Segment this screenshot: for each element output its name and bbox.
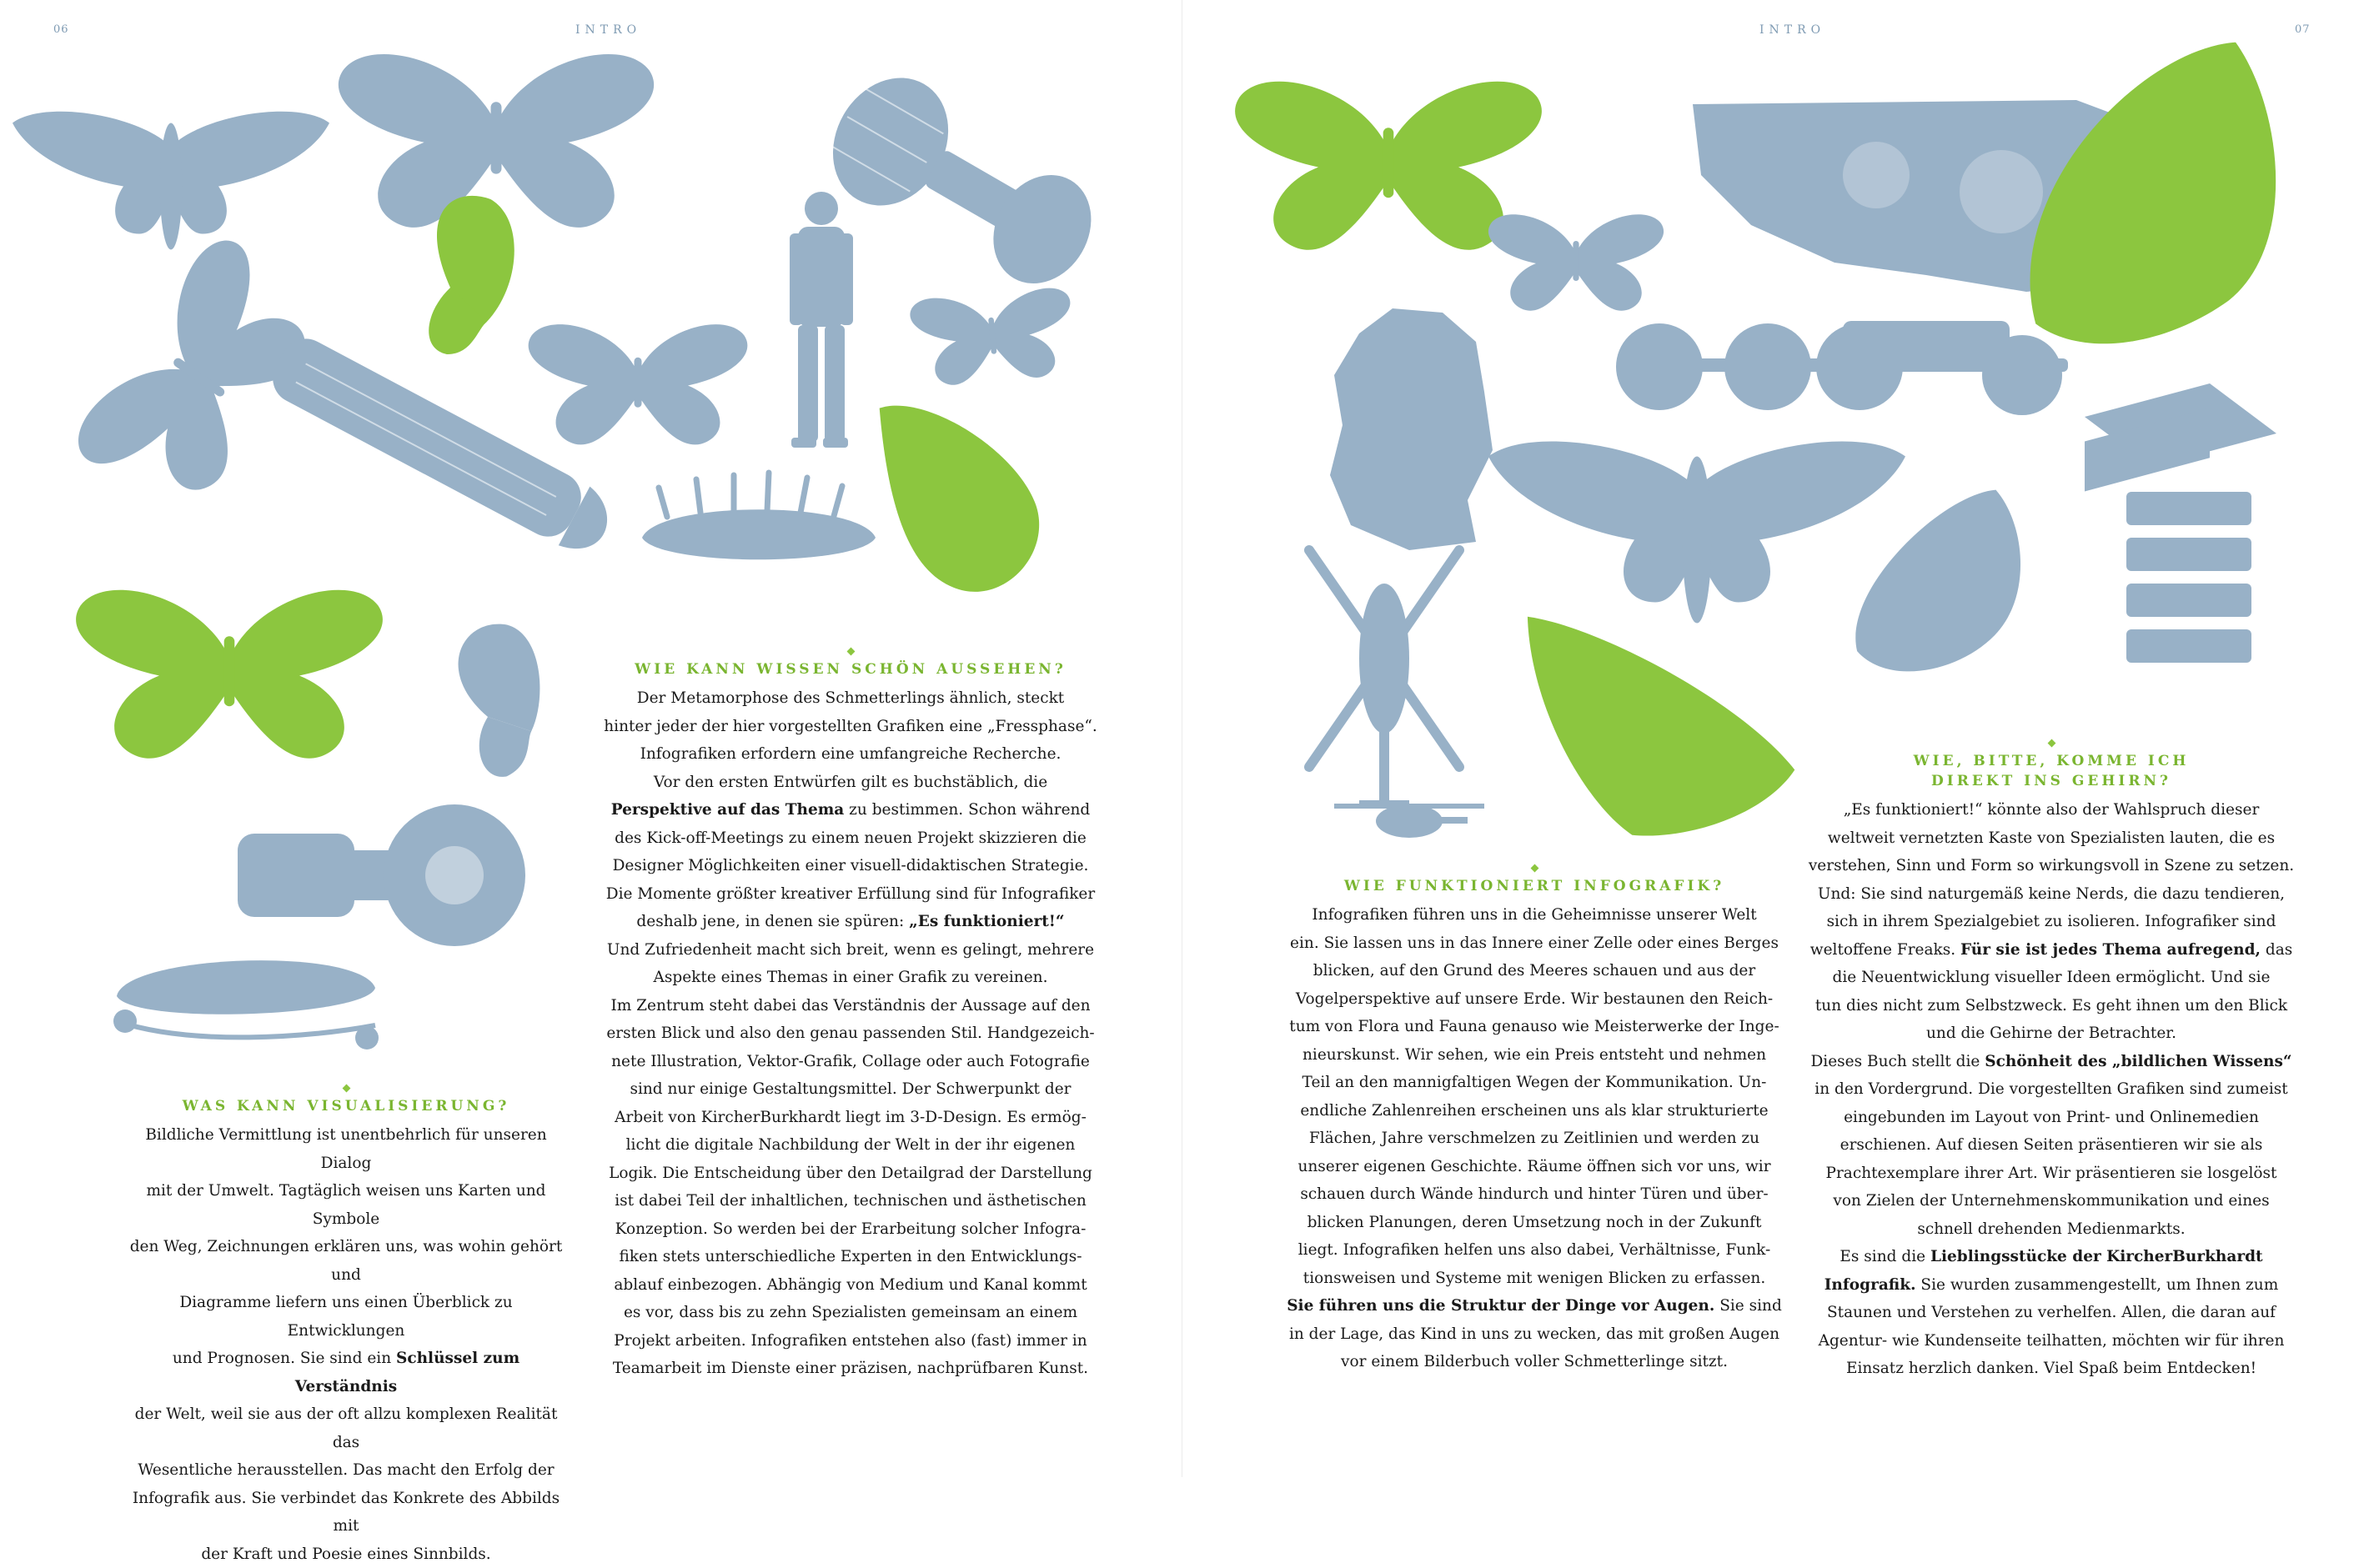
locomotive-wheels-icon bbox=[1616, 321, 2068, 415]
section-marker bbox=[846, 648, 855, 656]
body-line bbox=[1284, 901, 1784, 929]
body-line bbox=[1801, 1187, 2301, 1215]
body-text: schauen durch Wände hindurch und hinter Türen und über- bbox=[1300, 1185, 1768, 1203]
body-line bbox=[1801, 1215, 2301, 1244]
body-line bbox=[1284, 1041, 1784, 1070]
body-text: schnell drehenden Medienmarkts. bbox=[1917, 1220, 2185, 1238]
body-text: Arbeit von KircherBurkhardt liegt im 3-D-Design. Es ermög- bbox=[615, 1109, 1087, 1126]
body-text: Diagramme liefern uns einen Überblick zu Entwicklungen bbox=[179, 1294, 512, 1340]
body-text: tun dies nicht zum Selbstzweck. Es geht ihnen um den Blick bbox=[1815, 997, 2287, 1014]
body-line bbox=[1801, 964, 2301, 992]
section-heading: WIE FUNKTIONIERT INFOGRAFIK? bbox=[1284, 876, 1784, 896]
body-line bbox=[1284, 1125, 1784, 1153]
body-text: Infografiken erfordern eine umfangreiche Recherche. bbox=[640, 745, 1062, 763]
body-text: den Weg, Zeichnungen erklären uns, was wohin gehört und bbox=[130, 1238, 563, 1284]
brimstone-butterfly-icon bbox=[831, 395, 1067, 609]
section-marker bbox=[2047, 739, 2055, 748]
body-text: ablauf einbezogen. Abhängig von Medium und Kanal kommt bbox=[614, 1276, 1087, 1294]
body-line bbox=[1801, 824, 2301, 853]
running-head-right: INTRO bbox=[1759, 23, 1825, 37]
body-text: liegt. Infografiken helfen uns also dabei, Verhältnisse, Funk- bbox=[1298, 1241, 1771, 1259]
body-line bbox=[600, 908, 1101, 936]
body-line bbox=[600, 880, 1101, 909]
body-line bbox=[125, 1233, 567, 1289]
body-text: „Es funktioniert!“ könnte also der Wahlspruch dieser bbox=[1844, 801, 2260, 819]
running-head-left: INTRO bbox=[575, 23, 641, 37]
emphasis-text: Schönheit des „bildlichen Wissens“ bbox=[1985, 1053, 2291, 1070]
section-body bbox=[600, 684, 1101, 1383]
body-line bbox=[1284, 1013, 1784, 1041]
emphasis-text: Schlüssel zum Verständnis bbox=[295, 1350, 519, 1395]
body-line bbox=[1284, 929, 1784, 958]
body-line bbox=[1284, 1209, 1784, 1237]
body-text: in den Vordergrund. Die vorgestellten Grafiken sind zumeist bbox=[1814, 1080, 2287, 1098]
body-text: der Welt, weil sie aus der oft allzu komplexen Realität das bbox=[135, 1405, 558, 1451]
body-line bbox=[600, 1355, 1101, 1383]
body-text: von Zielen der Unternehmenskommunikation und eines bbox=[1833, 1192, 2269, 1210]
section-was-kann-visualisierung bbox=[125, 1085, 567, 1568]
body-line bbox=[1284, 1153, 1784, 1181]
body-line bbox=[600, 1271, 1101, 1300]
body-line bbox=[1801, 1271, 2301, 1300]
body-text: blicken Planungen, deren Umsetzung noch in der Zukunft bbox=[1307, 1214, 1762, 1231]
body-text: erschienen. Auf diesen Seiten präsentieren wir sie als bbox=[1840, 1136, 2263, 1154]
body-line bbox=[1801, 1104, 2301, 1132]
emphasis-text: Sie führen uns die Struktur der Dinge vor Augen. bbox=[1287, 1297, 1714, 1315]
body-text: die Neuentwicklung visueller Ideen ermöglicht. Und sie bbox=[1832, 969, 2270, 986]
body-line bbox=[1284, 1348, 1784, 1376]
body-text: endliche Zahlenreihen erscheinen uns als klar strukturierte bbox=[1300, 1102, 1768, 1120]
body-line bbox=[1801, 992, 2301, 1020]
body-line bbox=[600, 1327, 1101, 1355]
body-line bbox=[600, 796, 1101, 824]
emphasis-text: „Es funktioniert!“ bbox=[909, 913, 1065, 930]
body-line bbox=[600, 1104, 1101, 1132]
body-text: Sie sind bbox=[1714, 1297, 1781, 1315]
section-heading: WIE KANN WISSEN SCHÖN AUSSEHEN? bbox=[600, 659, 1101, 679]
body-line bbox=[600, 684, 1101, 713]
body-text: verstehen, Sinn und Form so wirkungsvoll in Szene zu setzen. bbox=[1809, 857, 2294, 874]
body-line bbox=[1801, 936, 2301, 964]
page-number-right: 07 bbox=[2295, 23, 2311, 36]
section-marker bbox=[342, 1085, 350, 1093]
body-text: hinter jeder der hier vorgestellten Grafiken eine „Fressphase“. bbox=[604, 718, 1097, 735]
body-line bbox=[1284, 1180, 1784, 1209]
body-line bbox=[1801, 908, 2301, 936]
body-text: und die Gehirne der Betrachter. bbox=[1926, 1024, 2176, 1042]
body-text: licht die digitale Nachbildung der Welt in der ihr eigenen bbox=[626, 1136, 1076, 1154]
helicopter-icon bbox=[1334, 804, 1484, 838]
body-text: Und Zufriedenheit macht sich breit, wenn es gelingt, mehrere bbox=[607, 941, 1094, 959]
butterfly-icon bbox=[418, 609, 585, 784]
hawk-moth-icon bbox=[1488, 441, 1905, 623]
body-text: Flächen, Jahre verschmelzen zu Zeitlinien und werden zu bbox=[1309, 1130, 1759, 1147]
page-number-left: 06 bbox=[53, 23, 69, 36]
body-text: weltoffene Freaks. bbox=[1810, 941, 1960, 959]
body-text: tionsweisen und Systeme mit wenigen Blicken zu erfassen. bbox=[1303, 1270, 1765, 1287]
body-text: eingebunden im Layout von Print- und Onlinemedien bbox=[1844, 1109, 2259, 1126]
body-line bbox=[1284, 1236, 1784, 1265]
body-line bbox=[125, 1289, 567, 1345]
engine-icon bbox=[238, 804, 525, 946]
body-text: in der Lage, das Kind in uns zu wecken, das mit großen Augen bbox=[1289, 1325, 1779, 1343]
body-line bbox=[125, 1400, 567, 1456]
body-text: ersten Blick und also den genau passenden Stil. Handgezeich- bbox=[606, 1024, 1094, 1042]
body-line bbox=[600, 964, 1101, 992]
body-text: vor einem Bilderbuch voller Schmetterlinge sitzt. bbox=[1341, 1353, 1728, 1370]
body-text: Die Momente größter kreativer Erfüllung sind für Infografiker bbox=[606, 885, 1095, 903]
body-text: das bbox=[2261, 941, 2292, 959]
butterfly-icon bbox=[1819, 484, 2058, 697]
body-line bbox=[600, 1048, 1101, 1076]
body-text: nieurskunst. Wir sehen, wie ein Preis entsteht und nehmen bbox=[1302, 1046, 1766, 1064]
body-line bbox=[1801, 1355, 2301, 1383]
body-line bbox=[1801, 1075, 2301, 1104]
body-line bbox=[600, 936, 1101, 964]
caterpillar-icon bbox=[113, 960, 379, 1050]
section-body bbox=[125, 1121, 567, 1568]
body-line bbox=[600, 1075, 1101, 1104]
body-line bbox=[125, 1456, 567, 1485]
body-line bbox=[600, 713, 1101, 741]
section-heading: WIE, BITTE, KOMME ICH DIREKT INS GEHIRN? bbox=[1868, 751, 2235, 791]
body-text: unserer eigenen Geschichte. Räume öffnen sich vor uns, wir bbox=[1297, 1158, 1770, 1175]
section-wie-bitte-komme-ich-direkt-ins-gehirn bbox=[1801, 740, 2301, 1383]
body-text: Und: Sie sind naturgemäß keine Nerds, die dazu tendieren, bbox=[1818, 885, 2285, 903]
body-text: Sie wurden zusammengestellt, um Ihnen zum bbox=[1916, 1276, 2279, 1294]
body-line bbox=[1801, 796, 2301, 824]
section-body bbox=[1801, 796, 2301, 1383]
body-text: ein. Sie lassen uns in das Innere einer Zelle oder eines Berges bbox=[1290, 934, 1779, 952]
butterfly-icon bbox=[339, 54, 654, 228]
body-text: zu bestimmen. Schon während bbox=[844, 801, 1090, 819]
body-text: Konzeption. So werden bei der Erarbeitung solcher Infogra- bbox=[615, 1220, 1087, 1238]
body-line bbox=[1284, 1069, 1784, 1097]
body-line bbox=[125, 1121, 567, 1177]
body-text: und Prognosen. Sie sind ein bbox=[173, 1350, 396, 1367]
body-line bbox=[1284, 1292, 1784, 1320]
body-text: mit der Umwelt. Tagtäglich weisen uns Karten und Symbole bbox=[146, 1182, 545, 1228]
body-text: Dieses Buch stellt die bbox=[1810, 1053, 1985, 1070]
body-text: Teil an den mannigfaltigen Wegen der Kommunikation. Un- bbox=[1302, 1074, 1767, 1091]
body-text: Projekt arbeiten. Infografiken entstehen also (fast) immer in bbox=[614, 1332, 1087, 1350]
section-heading: WAS KANN VISUALISIERUNG? bbox=[125, 1096, 567, 1116]
section-marker bbox=[1530, 864, 1538, 873]
body-text: Agentur- wie Kundenseite teilhatten, möchten wir für ihren bbox=[1819, 1332, 2285, 1350]
body-text: Prachtexemplare ihrer Art. Wir präsentieren sie losgelöst bbox=[1826, 1165, 2277, 1182]
body-text: Staunen und Verstehen zu verhelfen. Allen, die daran auf bbox=[1827, 1304, 2276, 1321]
body-text: Designer Möglichkeiten einer visuell-didaktischen Strategie. bbox=[613, 857, 1089, 874]
body-text: Logik. Die Entscheidung über den Detailgrad der Darstellung bbox=[609, 1165, 1092, 1182]
body-line bbox=[1284, 1265, 1784, 1293]
body-line bbox=[600, 1243, 1101, 1271]
body-text: Aspekte eines Themas in einer Grafik zu vereinen. bbox=[654, 969, 1048, 986]
section-wie-kann-wissen-schoen-aussehen bbox=[600, 649, 1101, 1383]
satellite-icon bbox=[811, 57, 1116, 310]
body-line bbox=[125, 1540, 567, 1568]
body-text: Der Metamorphose des Schmetterlings ähnlich, steckt bbox=[637, 689, 1064, 707]
body-line bbox=[125, 1485, 567, 1540]
body-text: sind nur einige Gestaltungsmittel. Der Schwerpunkt der bbox=[630, 1080, 1071, 1098]
body-line bbox=[1801, 1327, 2301, 1355]
body-line bbox=[600, 1160, 1101, 1188]
emphasis-text: Für sie ist jedes Thema aufregend, bbox=[1960, 941, 2261, 959]
body-line bbox=[125, 1177, 567, 1233]
body-line bbox=[125, 1345, 567, 1400]
body-text: Im Zentrum steht dabei das Verständnis der Aussage auf den bbox=[610, 997, 1090, 1014]
helicopter-icon bbox=[1309, 550, 1459, 809]
body-text: deshalb jene, in denen sie spüren: bbox=[636, 913, 909, 930]
body-line bbox=[1801, 1299, 2301, 1327]
body-line bbox=[1801, 880, 2301, 909]
body-line bbox=[1801, 1160, 2301, 1188]
body-text: Infografiken führen uns in die Geheimnisse unserer Welt bbox=[1312, 906, 1756, 924]
body-text: Wesentliche herausstellen. Das macht den Erfolg der bbox=[138, 1461, 554, 1479]
brimstone-butterfly-icon bbox=[76, 590, 383, 759]
body-line bbox=[600, 769, 1101, 797]
emphasis-text: Lieblingsstücke der KircherBurkhardt bbox=[1930, 1248, 2263, 1265]
moth-icon bbox=[909, 286, 1077, 388]
body-line bbox=[1284, 957, 1784, 985]
body-text: weltweit vernetzten Kaste von Spezialisten lauten, die es bbox=[1828, 829, 2275, 847]
body-text: es vor, dass bis zu zehn Spezialisten gemeinsam an einem bbox=[624, 1304, 1077, 1321]
body-line bbox=[600, 1019, 1101, 1048]
body-line bbox=[600, 1187, 1101, 1215]
soldier-icon bbox=[790, 192, 853, 448]
body-line bbox=[600, 824, 1101, 853]
body-line bbox=[1801, 1048, 2301, 1076]
body-line bbox=[1284, 1320, 1784, 1349]
brimstone-butterfly-icon bbox=[1480, 615, 1815, 871]
body-line bbox=[600, 1215, 1101, 1244]
body-text: Bildliche Vermittlung ist unentbehrlich für unseren Dialog bbox=[145, 1126, 546, 1172]
body-line bbox=[1801, 1243, 2301, 1271]
body-line bbox=[600, 852, 1101, 880]
emphasis-text: Infografik. bbox=[1824, 1276, 1916, 1294]
body-line bbox=[1284, 1097, 1784, 1125]
body-line bbox=[1801, 1019, 2301, 1048]
body-text: der Kraft und Poesie eines Sinnbilds. bbox=[201, 1545, 490, 1563]
body-text: tum von Flora und Fauna genauso wie Meisterwerke der Inge- bbox=[1289, 1018, 1779, 1035]
caterpillar-icon bbox=[642, 473, 876, 559]
body-text: Vor den ersten Entwürfen gilt es buchstäblich, die bbox=[654, 774, 1047, 791]
body-text: des Kick-off-Meetings zu einem neuen Projekt skizzieren die bbox=[615, 829, 1087, 847]
body-text: Vogelperspektive auf unsere Erde. Wir bestaunen den Reich- bbox=[1296, 990, 1773, 1008]
body-line bbox=[600, 740, 1101, 769]
butterfly-icon bbox=[1488, 214, 1664, 310]
body-line bbox=[1801, 1131, 2301, 1160]
body-text: fiken stets unterschiedliche Experten in den Entwicklungs- bbox=[619, 1248, 1082, 1265]
body-line bbox=[1284, 985, 1784, 1014]
body-line bbox=[600, 1299, 1101, 1327]
body-text: blicken, auf den Grund des Meeres schauen und aus der bbox=[1313, 962, 1755, 979]
body-text: sich in ihrem Spezialgebiet zu isolieren. Infografiker sind bbox=[1827, 913, 2276, 930]
body-line bbox=[600, 1131, 1101, 1160]
body-text: Teamarbeit im Dienste einer präzisen, nachprüfbaren Kunst. bbox=[613, 1360, 1088, 1377]
moth-icon bbox=[13, 112, 329, 250]
section-wie-funktioniert-infografik bbox=[1284, 865, 1784, 1376]
emphasis-text: Perspektive auf das Thema bbox=[611, 801, 845, 819]
body-text: Einsatz herzlich danken. Viel Spaß beim Entdecken! bbox=[1846, 1360, 2256, 1377]
body-line bbox=[600, 992, 1101, 1020]
body-text: Es sind die bbox=[1840, 1248, 1930, 1265]
section-body bbox=[1284, 901, 1784, 1376]
germany-map-icon bbox=[1330, 308, 1493, 550]
body-text: nete Illustration, Vektor-Grafik, Collage oder auch Fotografie bbox=[611, 1053, 1090, 1070]
circuit-stack-icon bbox=[2085, 383, 2276, 663]
butterfly-icon bbox=[529, 324, 748, 444]
body-text: Infografik aus. Sie verbindet das Konkrete des Abbilds mit bbox=[133, 1490, 560, 1535]
body-line bbox=[1801, 852, 2301, 880]
body-text: ist dabei Teil der inhaltlichen, technischen und ästhetischen bbox=[615, 1192, 1087, 1210]
